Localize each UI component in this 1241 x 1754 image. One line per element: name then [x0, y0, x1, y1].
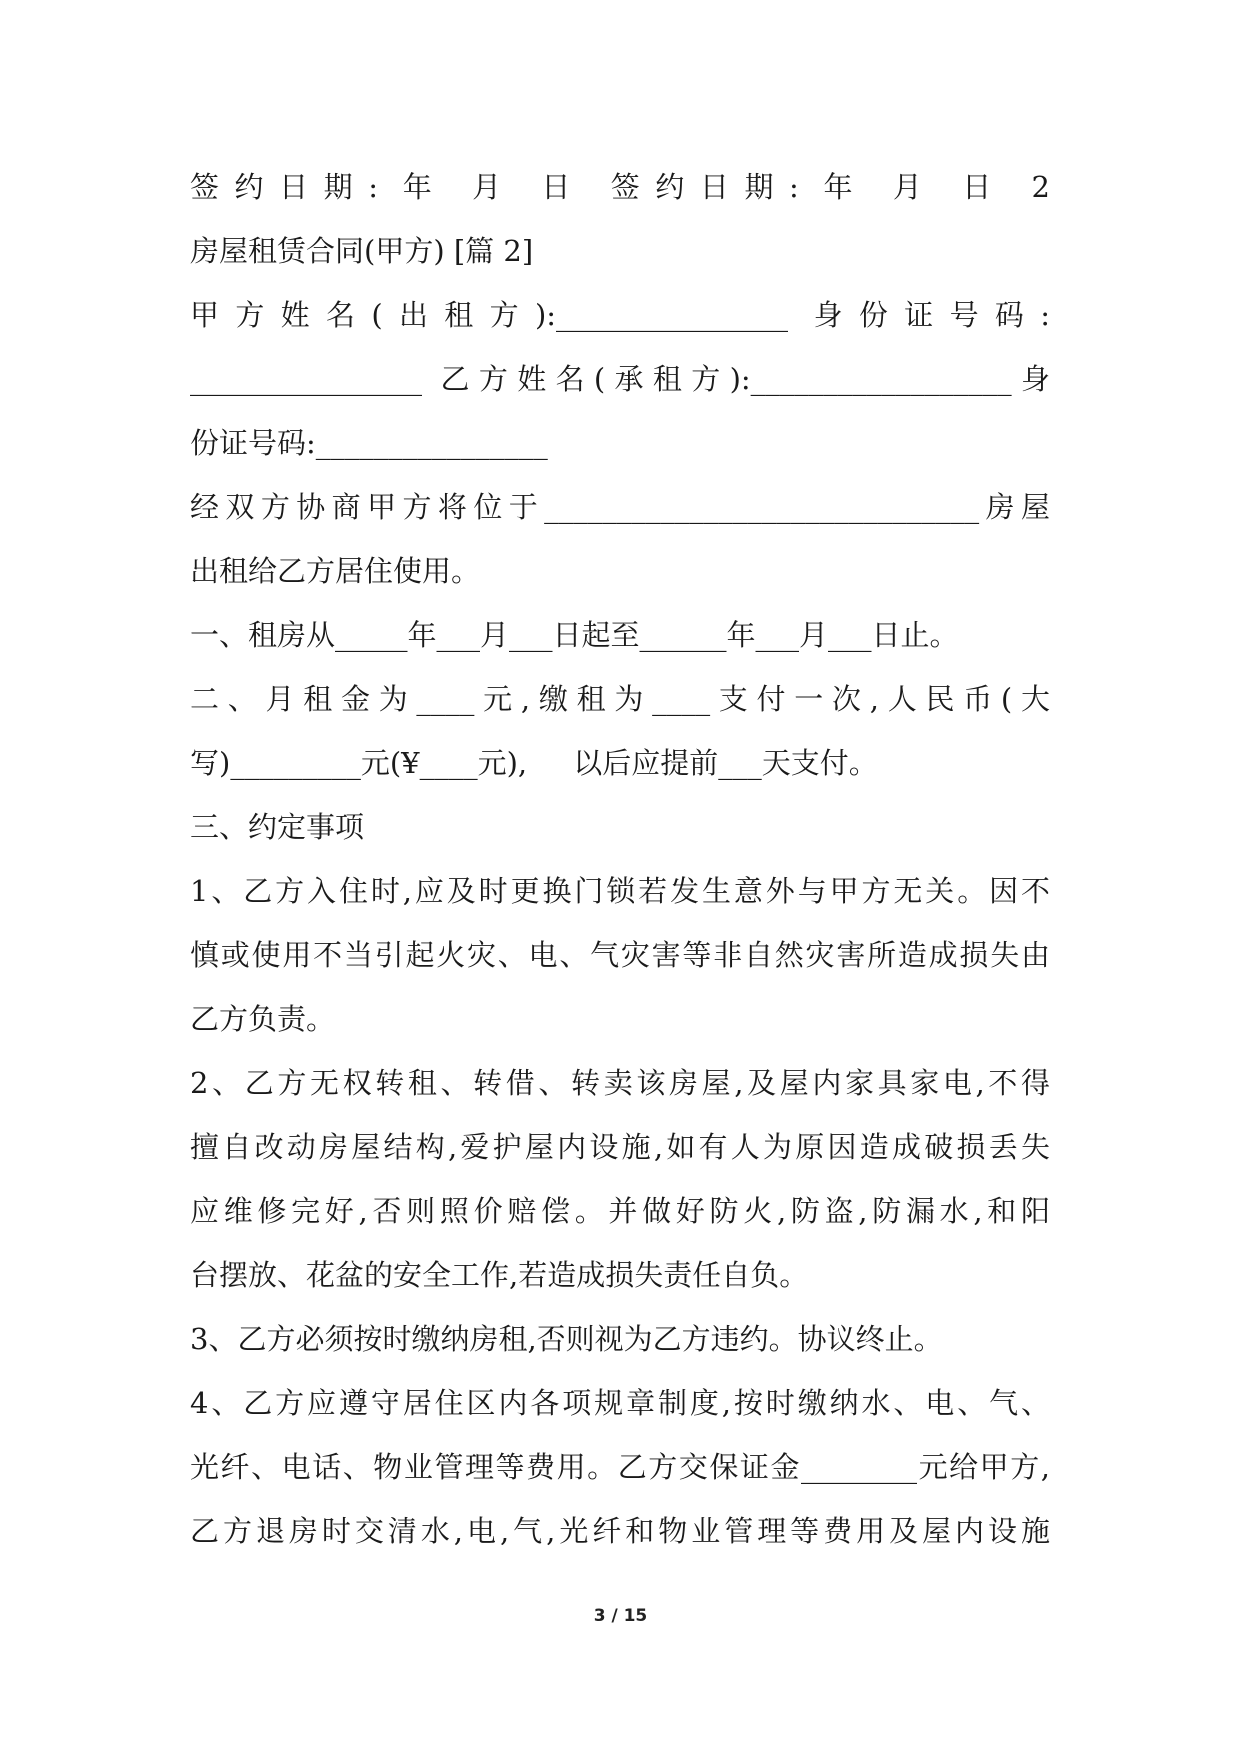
term-2-line-1: 2、乙方无权转租、转借、转卖该房屋,及屋内家具家电,不得 — [190, 1066, 1050, 1100]
clause-2-rent-amount: 二、月租金为____元,缴租为____支付一次,人民币(大 — [190, 682, 1050, 716]
term-1-line-3: 乙方负责。 — [190, 1002, 336, 1036]
page-number: 3 / 15 — [593, 1606, 648, 1626]
property-location-line: 经双方协商甲方将位于______________________________房屋 — [190, 490, 1050, 524]
term-2-line-2: 擅自改动房屋结构,爱护屋内设施,如有人为原因造成破损丢失 — [190, 1130, 1050, 1164]
signing-date-line: 签约日期: 年 月 日 签约日期: 年 月 日 2 — [190, 170, 1050, 204]
term-4-line-2: 光纤、电话、物业管理等费用。乙方交保证金________元给甲方, — [190, 1450, 1050, 1484]
clause-1-rental-period: 一、租房从_____年___月___日起至______年___月___日止。 — [190, 618, 959, 652]
property-usage-line: 出租给乙方居住使用。 — [190, 554, 481, 588]
clause-2-rent-amount-cont: 写)_________元(¥____元), 以后应提前___天支付。 — [190, 746, 878, 780]
term-1-line-2: 慎或使用不当引起火灾、电、气灾害等非自然灾害所造成损失由 — [190, 938, 1050, 972]
document-body — [190, 155, 1050, 1563]
term-4-line-1: 4、乙方应遵守居住区内各项规章制度,按时缴纳水、电、气、 — [190, 1386, 1050, 1420]
term-4-line-3: 乙方退房时交清水,电,气,光纤和物业管理等费用及屋内设施 — [190, 1514, 1050, 1548]
party-a-name-line: 甲方姓名(出租方):________________ 身份证号码: — [190, 298, 1050, 332]
contract-title-line: 房屋租赁合同(甲方) [篇 2] — [190, 234, 534, 268]
term-3-line-1: 3、乙方必须按时缴纳房租,否则视为乙方违约。协议终止。 — [190, 1322, 943, 1356]
term-2-line-3: 应维修完好,否则照价赔偿。并做好防火,防盗,防漏水,和阳 — [190, 1194, 1050, 1228]
clause-3-heading: 三、约定事项 — [190, 810, 365, 844]
party-b-name-line: ________________ 乙方姓名(承租方):__________________身 — [190, 362, 1050, 396]
party-b-id-line: 份证号码:________________ — [190, 426, 548, 460]
term-2-line-4: 台摆放、花盆的安全工作,若造成损失责任自负。 — [190, 1258, 809, 1292]
term-1-line-1: 1、乙方入住时,应及时更换门锁若发生意外与甲方无关。因不 — [190, 874, 1050, 908]
